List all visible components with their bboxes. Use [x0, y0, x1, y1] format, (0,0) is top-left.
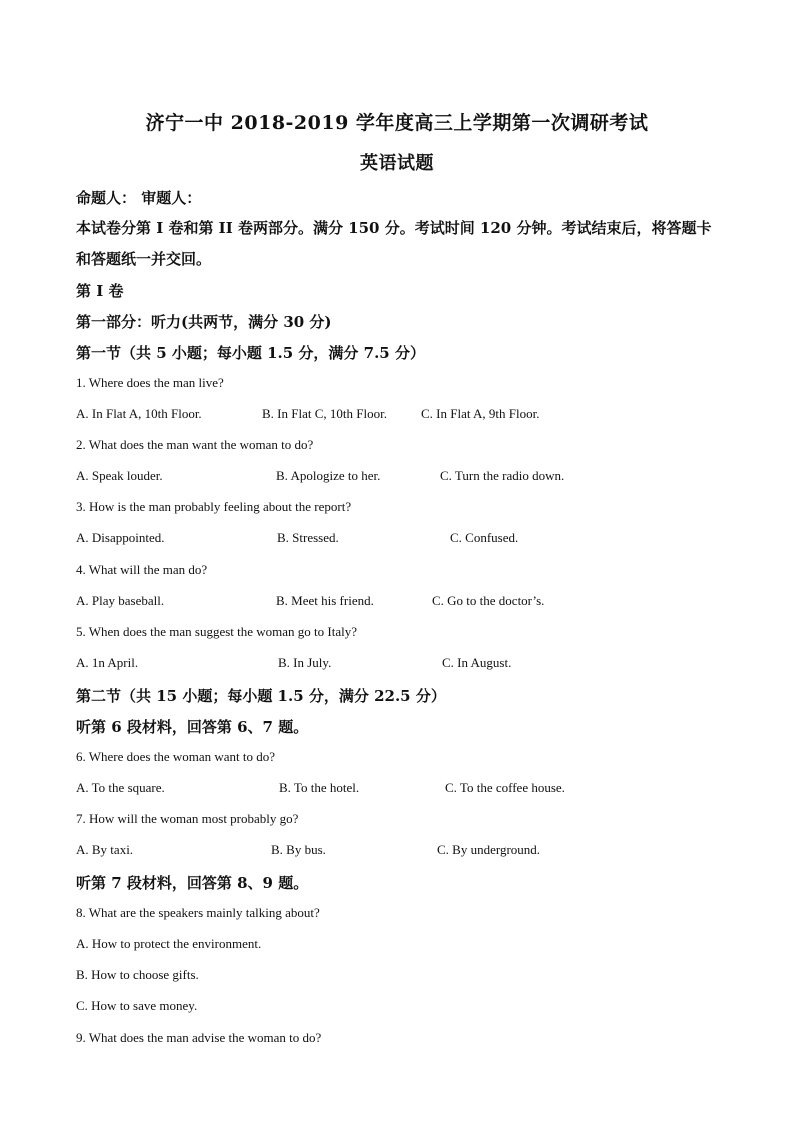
option-c: C. By underground. — [437, 842, 541, 857]
option-a: A. Disappointed. — [76, 530, 165, 545]
section-heading: 第二节（共 15 小题；每小题 1.5 分，满分 22.5 分） — [76, 687, 446, 705]
option-c: C. Confused. — [450, 530, 519, 545]
question-text: 7. How will the woman most probably go? — [76, 811, 299, 826]
option-a: A. In Flat A, 10th Floor. — [76, 406, 202, 421]
option-b: B. To the hotel. — [279, 780, 360, 795]
instructions-line-2: 和答题纸一并交回。 — [76, 250, 212, 268]
option-c: C. How to save money. — [76, 998, 198, 1013]
instructions-line-1: 本试卷分第 I 卷和第 II 卷两部分。满分 150 分。考试时间 120 分钟。考试结束后，将答题卡 — [76, 219, 712, 237]
option-c: C. In August. — [442, 655, 512, 670]
exam-title: 济宁一中 2018-2019 学年度高三上学期第一次调研考试 — [145, 112, 649, 134]
option-a: A. Speak louder. — [76, 468, 163, 483]
question-text: 1. Where does the man live? — [76, 375, 224, 390]
question-text: 9. What does the man advise the woman to do? — [76, 1030, 322, 1045]
option-b: B. In Flat C, 10th Floor. — [262, 406, 387, 421]
option-b: B. Stressed. — [277, 530, 339, 545]
option-c: C. To the coffee house. — [445, 780, 565, 795]
option-a: A. By taxi. — [76, 842, 134, 857]
option-b: B. Meet his friend. — [276, 593, 374, 608]
listening-material-heading: 听第 6 段材料，回答第 6、7 题。 — [76, 718, 309, 736]
option-a: A. Play baseball. — [76, 593, 165, 608]
question-text: 4. What will the man do? — [76, 562, 208, 577]
option-a: A. To the square. — [76, 780, 165, 795]
option-c: C. In Flat A, 9th Floor. — [421, 406, 540, 421]
option-a: A. 1n April. — [76, 655, 139, 670]
question-text: 3. How is the man probably feeling about the report? — [76, 499, 352, 514]
question-text: 5. When does the man suggest the woman go to Italy? — [76, 624, 358, 639]
option-a: A. How to protect the environment. — [76, 936, 262, 951]
listening-material-heading: 听第 7 段材料，回答第 8、9 题。 — [76, 874, 309, 892]
option-b: B. Apologize to her. — [276, 468, 381, 483]
question-text: 2. What does the man want the woman to do? — [76, 437, 314, 452]
authors-line: 命题人： 审题人： — [76, 189, 202, 207]
part-heading: 第一部分：听力(共两节，满分 30 分) — [76, 313, 332, 331]
volume-heading: 第 I 卷 — [76, 282, 124, 300]
question-text: 8. What are the speakers mainly talking about? — [76, 905, 320, 920]
option-c: C. Turn the radio down. — [440, 468, 565, 483]
option-b: B. How to choose gifts. — [76, 967, 199, 982]
option-b: B. By bus. — [271, 842, 326, 857]
question-text: 6. Where does the woman want to do? — [76, 749, 276, 764]
option-b: B. In July. — [278, 655, 332, 670]
option-c: C. Go to the doctor’s. — [432, 593, 545, 608]
section-heading: 第一节（共 5 小题；每小题 1.5 分，满分 7.5 分） — [76, 344, 425, 362]
exam-subtitle: 英语试题 — [360, 153, 434, 174]
